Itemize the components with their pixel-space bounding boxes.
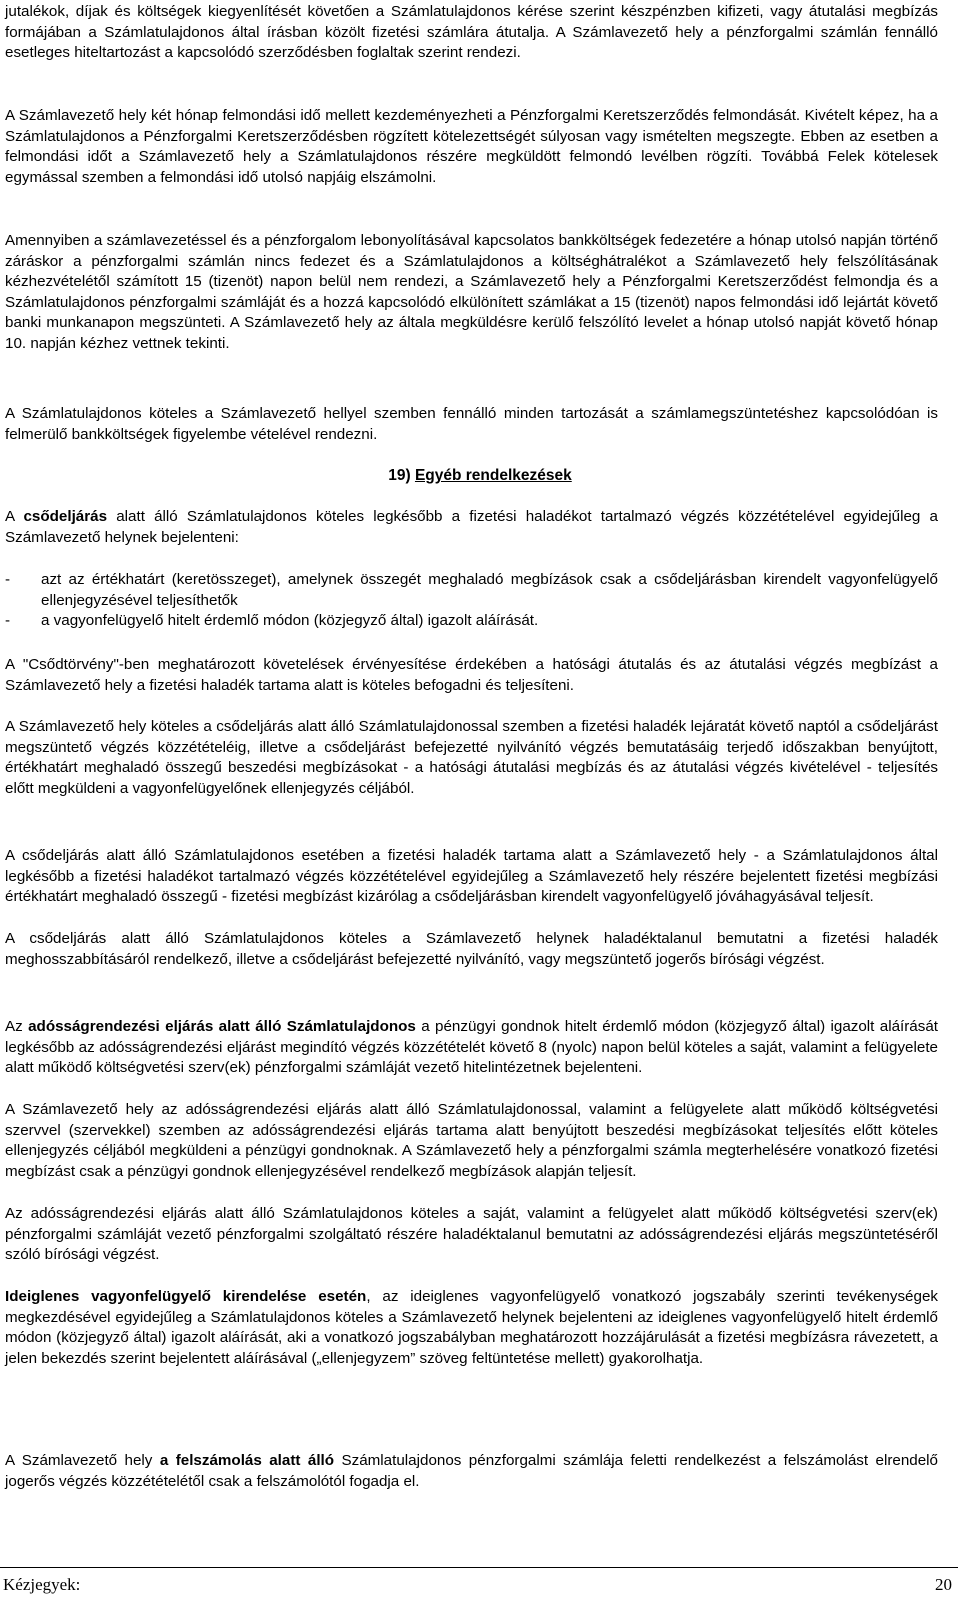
section-heading [0, 466, 960, 487]
paragraph-liquidation: A Számlavezető hely a felszámolás alatt álló Számlatulajdonos pénzforgalmi számlája feletti rendelkezést a felszámolást elrendelő jogerős végzés közzétételétől csak a felszámolótól fogadja el. [5, 1452, 938, 1490]
paragraph-court-order: A csődeljárás alatt álló Számlatulajdonos köteles a Számlavezető helynek haladéktalanul bemutatni a fizetési haladék meghosszabbításáról rendelkező, illetve a csődeljárást befejezetté nyilvánító, vagy megszüntető jogerős bírósági végzést. [5, 930, 938, 968]
term-bankruptcy: csődeljárás [23, 508, 108, 525]
paragraph-account-closing-settlement: jutalékok, díjak és költségek kiegyenlítését követően a Számlatulajdonos kérése szerint készpénzben kifizeti, vagy átutalási megbízás formájában a Számlatulajdonos által írásban közölt fizetési számlára átutalja. A Számlavezető hely a pénzforgalmi számlán fennálló esetleges hiteltartozást a kapcsolódó szerződésben foglaltak szerint rendezi. [5, 3, 938, 62]
paragraph-financial-trustee: A Számlavezető hely az adósságrendezési eljárás alatt álló Számlatulajdonossal, valamint a felügyelete alatt működő költségvetési szervvel (szervekkel) szemben az adósságrendezési eljárás tartama alatt benyújtott beszedési megbízásokat teljesítés előtt köteles ellenjegyzés céljából megküldeni a pénzügyi gondnoknak. A Számlavezető hely a pénzforgalmi számla megterhelésére vonatkozó fizetési megbízást csak a pénzügyi gondnok ellenjegyzésével rendelkező megbízások alapján teljesít. [5, 1101, 938, 1180]
section-number: 19) [388, 467, 411, 484]
paragraph-interim-trustee: Ideiglenes vagyonfelügyelő kirendelése esetén, az ideiglenes vagyonfelügyelő vonatkozó jogszabály szerinti tevékenységek megkezdésével egyidejűleg a Számlatulajdonos köteles a Számlavezető helynek bejelenteni az ideiglenes vagyonfelügyelő hitelt érdemlő módon (közjegyző által) igazolt aláírását, aki a vonatkozó jogszabályban meghatározott hozzájárulását a fizetési megbízásra rávezetett, a jelen bekezdés szerint bejelentett aláírásával („ellenjegyzem” szöveg feltüntetése mellett) gyakorolhatja. [5, 1288, 938, 1367]
footer-initials-label: Kézjegyek: [3, 1575, 81, 1594]
list-dash: - [5, 612, 11, 629]
paragraph-bankruptcy-intro: A csődeljárás alatt álló Számlatulajdonos köteles legkésőbb a fizetési haladékot tartalmazó végzés közzétételével egyidejűleg a Számlavezető helynek bejelenteni: [5, 508, 938, 546]
footer-divider [0, 1567, 958, 1568]
paragraph-debt-settlement-procedure: Az adósságrendezési eljárás alatt álló Számlatulajdonos a pénzügyi gondnok hitelt érdemlő módon (közjegyző által) igazolt aláírását legkésőbb az adósságrendezési eljárást megindító végzés közzétételét követő 8 (nyolc) napon belül köteles a saját, valamint a felügyelete alatt működő költségvetési szerv(ek) pénzforgalmi számláját vezető hitelintézetnek bejelenteni. [5, 1018, 939, 1077]
section-title: Egyéb rendelkezések [414, 467, 572, 484]
paragraph-payment-moratorium: A csődeljárás alatt álló Számlatulajdonos esetében a fizetési haladék tartama alatt a Számlavezető hely - a Számlatulajdonos által legkésőbb a fizetési haladékot tartalmazó végzés közzétételével egyidejűleg a Számlavezető hely részére bejelentett fizetési megbízási értékhatárt meghaladó összegű - fizetési megbízást kizárólag a csődeljárásban kirendelt vagyonfelügyelő jóváhagyásával teljesít. [5, 847, 938, 906]
paragraph-debt-settlement: A Számlatulajdonos köteles a Számlavezető hellyel szemben fennálló minden tartozását a számlamegszüntetéshez kapcsolódóan is felmerülő bankköltségek figyelembe vételével rendezni. [5, 405, 938, 443]
page-number: 20 [935, 1575, 952, 1594]
list-dash: - [5, 571, 11, 588]
list-item-text: azt az értékhatárt (keretösszeget), amelynek összegét meghaladó megbízások csak a csődeljárásban kirendelt vagyonfelügyelő ellenjegyzésével teljesíthetők [41, 571, 938, 609]
paragraph-termination-order: Az adósságrendezési eljárás alatt álló Számlatulajdonos köteles a saját, valamint a felügyelet alatt működő költségvetési szerv(ek) pénzforgalmi számláját vezető pénzforgalmi szolgáltató részére haladéktalanul bemutatni az adósságrendezési eljárás megszüntetéséről szóló bírósági végzést. [5, 1205, 938, 1264]
term-interim-trustee: Ideiglenes vagyonfelügyelő kirendelése esetén [5, 1288, 367, 1305]
term-liquidation: a felszámolás alatt álló [159, 1452, 335, 1469]
paragraph-bank-costs-termination: Amennyiben a számlavezetéssel és a pénzforgalom lebonyolításával kapcsolatos bankköltségek fedezetére a hónap utolsó napján történő záráskor a pénzforgalmi számlán nincs fedezet és a Számlatulajdonos a költséghátralékot a Számlavezető hely felszólításának kézhezvételétől számított 15 (tizenöt) napon belül nem rendezi, a Számlavezető hely a Pénzforgalmi Keretszerződést felmondja és a Számlatulajdonos pénzforgalmi számláját és a hozzá kapcsolódó elkülönített számlákat a 15 (tizenöt) napos felmondási idő lejártát követő banki munkanapon megszünteti. A Számlavezető hely az általa megküldésre kerülő felszólító levelet a hónap utolsó napját követő hónap 10. napján kézhez vettnek tekinti. [5, 232, 938, 352]
list-item-text: a vagyonfelügyelő hitelt érdemlő módon (közjegyző által) igazolt aláírását. [41, 612, 539, 629]
paragraph-bankruptcy-law: A "Csődtörvény"-ben meghatározott követelések érvényesítése érdekében a hatósági átutalás és az átutalási végzés megbízást a Számlavezető hely a fizetési haladék tartama alatt is köteles befogadni és teljesíteni. [5, 656, 938, 694]
paragraph-termination-notice: A Számlavezető hely két hónap felmondási idő mellett kezdeményezheti a Pénzforgalmi Keretszerződés felmondását. Kivételt képez, ha a Számlatulajdonos a Pénzforgalmi Keretszerződésben rögzített kötelezettségét súlyosan vagy ismételten megszegte. Ebben az esetben a felmondási időt a Számlavezető hely a Számlatulajdonos részére megküldött felmondó levélben rögzíti. Továbbá Felek kötelesek egymással szemben a felmondási idő utolsó napjáig elszámolni. [5, 107, 938, 186]
term-debt-settlement: adósságrendezési eljárás alatt álló Számlatulajdonos [28, 1018, 416, 1035]
paragraph-countersignature: A Számlavezető hely köteles a csődeljárás alatt álló Számlatulajdonossal szemben a fizetési haladék lejáratát követő naptól a csődeljárást megszüntető végzés közzétételéig, illetve a csődeljárást befejezetté nyilvánító végzés bemutatásáig terjedő időszakban benyújtott, értékhatárt meghaladó összegű beszedési megbízásokat - a hatósági átutalási megbízás és az átutalási végzés kivételével - teljesítés előtt megküldeni a vagyonfelügyelőnek ellenjegyzés céljából. [5, 718, 938, 797]
